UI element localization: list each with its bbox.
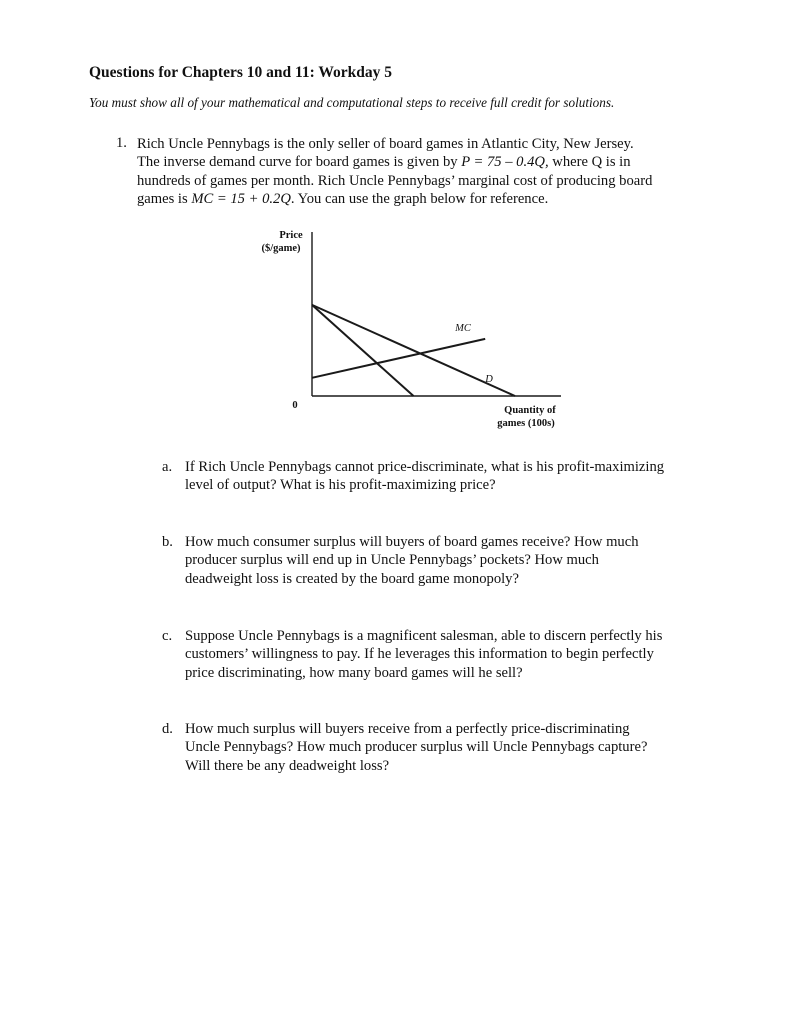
mc-label: MC (455, 323, 471, 334)
page-title: Questions for Chapters 10 and 11: Workday 5 (89, 64, 393, 81)
question-text: games is (137, 191, 192, 208)
question-line (137, 172, 737, 190)
x-axis-label: Quantity of (504, 405, 556, 416)
subquestion-line: Suppose Uncle Pennybags is a magnificent salesman, able to discern perfectly his (185, 628, 663, 644)
question-text: hundreds of games per month. Rich Uncle Pennybags’ marginal cost of producing board (137, 172, 653, 189)
subquestion-letter: c. (162, 628, 173, 644)
question-line (137, 190, 737, 208)
demand-equation: P = 75 – 0.4Q, (461, 154, 549, 171)
subquestion-line: Will there be any deadweight loss? (185, 757, 390, 774)
mc-equation: MC = 15 + 0.2Q (191, 191, 291, 208)
subquestion-letter: a. (162, 459, 173, 475)
question-line (137, 153, 737, 171)
question-text: Rich Uncle Pennybags is the only seller of board games in Atlantic City, New Jersey. (137, 136, 634, 152)
subquestion-line: How much surplus will buyers receive from a perfectly price-discriminating (185, 721, 630, 737)
monopoly-graph (238, 225, 578, 435)
subquestion-line: deadweight loss is created by the board game monopoly? (185, 570, 519, 587)
subquestion-line: producer surplus will end up in Uncle Pennybags’ pockets? How much (185, 552, 599, 569)
subquestion-line: customers’ willingness to pay. If he leverages this information to begin perfectly (185, 646, 654, 663)
marginal-revenue-curve (312, 305, 414, 396)
instructions: You must show all of your mathematical and computational steps to receive full credit for solutions. (89, 95, 615, 110)
subquestion-letter: d. (162, 721, 173, 737)
question-line (137, 135, 737, 153)
origin-label: 0 (292, 400, 298, 411)
question-text: The inverse demand curve for board games is given by (137, 154, 462, 171)
question-text: . You can use the graph below for reference. (290, 191, 549, 208)
y-axis-label-units: ($/game) (261, 243, 301, 254)
y-axis-label: Price (279, 230, 303, 241)
demand-label: D (485, 374, 493, 385)
monopoly-graph-svg (238, 225, 578, 435)
question-body (137, 135, 737, 209)
subquestion-line: How much consumer surplus will buyers of board games receive? How much (185, 534, 639, 550)
x-axis-label-units: games (100s) (497, 418, 555, 429)
question-number: 1. (116, 135, 127, 151)
subquestion-line: level of output? What is his profit-maximizing price? (185, 477, 496, 494)
subquestion-letter: b. (162, 534, 173, 550)
subquestion-line: Uncle Pennybags? How much producer surplus will Uncle Pennybags capture? (185, 739, 648, 756)
subquestion-line: price discriminating, how many board games will he sell? (185, 664, 523, 681)
question-text: where Q is in (548, 154, 631, 171)
subquestion-line: If Rich Uncle Pennybags cannot price-discriminate, what is his profit-maximizing (185, 459, 665, 475)
